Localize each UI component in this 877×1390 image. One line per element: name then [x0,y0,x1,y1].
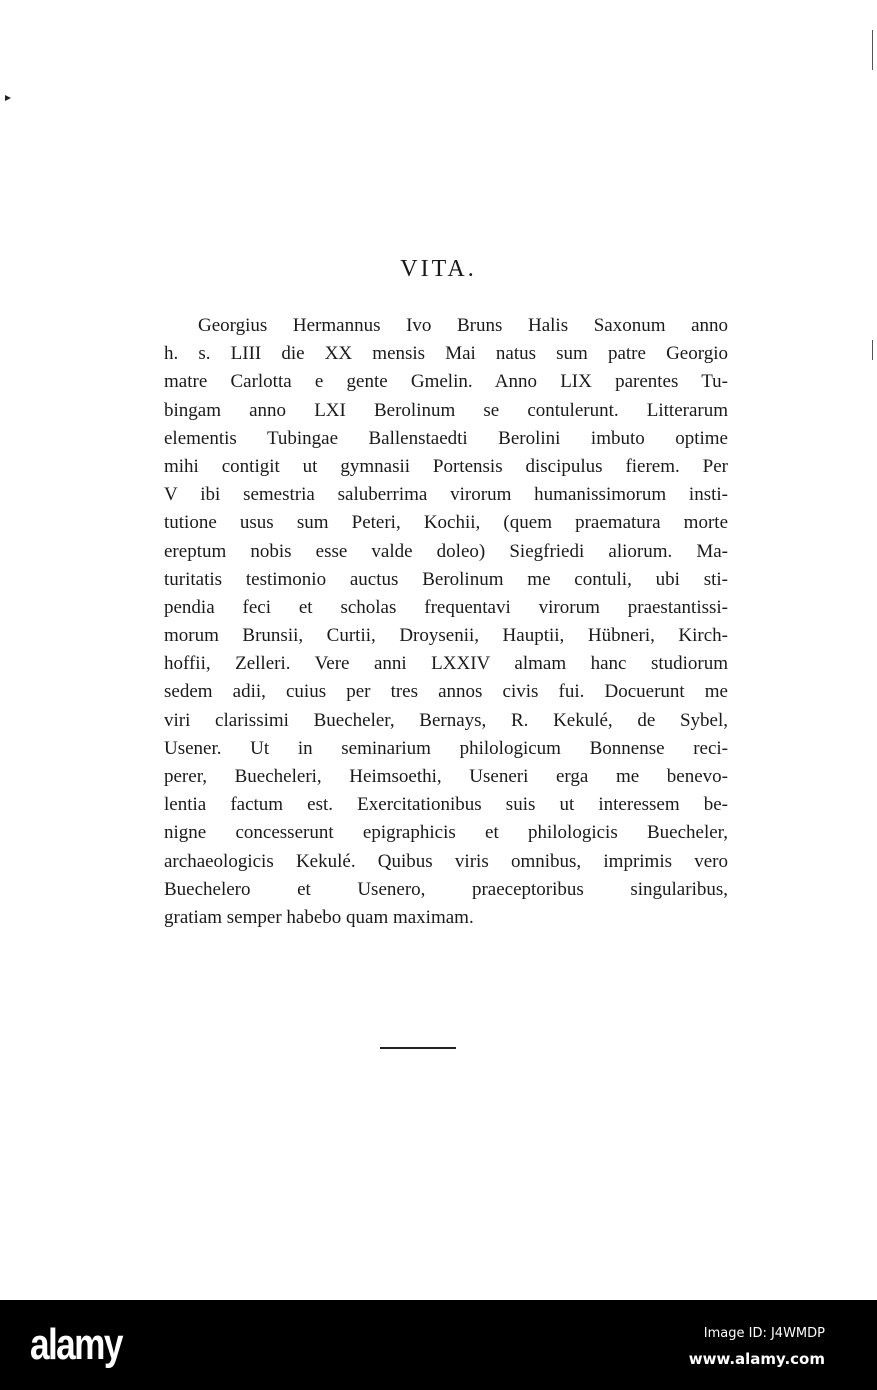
text-line: hoffii, Zelleri. Vere anni LXXIV almam hanc studiorum [164,653,728,675]
text-line: h. s. LIII die XX mensis Mai natus sum patre Georgio [164,343,728,365]
text-line: nigne concesserunt epigraphicis et philologicis Buecheler, [164,822,728,844]
scan-edge-line [872,30,873,70]
text-line: bingam anno LXI Berolinum se contulerunt. Litterarum [164,399,728,421]
watermark-footer [0,1300,877,1390]
page-title: VITA. [400,256,477,282]
text-line: tutione usus sum Peteri, Kochii, (quem praematura morte [164,512,728,534]
text-line: perer, Buecheleri, Heimsoethi, Useneri erga me benevo- [164,766,728,787]
image-id: Image ID: J4WMDP [703,1326,825,1341]
text-line: mihi contigit ut gymnasii Portensis discipulus fierem. Per [164,455,728,477]
margin-arrow-mark [5,95,11,101]
text-line: ereptum nobis esse valde doleo) Siegfriedi aliorum. Ma- [164,540,728,562]
text-line: sedem adii, cuius per tres annos civis fui. Docuerunt me [164,681,728,703]
text-line: archaeologicis Kekulé. Quibus viris omnibus, imprimis vero [164,850,728,872]
text-line: Buechelero et Usenero, praeceptoribus singularibus, [164,878,728,900]
text-line: pendia feci et scholas frequentavi virorum praestantissi- [164,596,728,618]
text-line: viri clarissimi Buecheler, Bernays, R. Kekulé, de Sybel, [164,709,728,731]
site-url: www.alamy.com [688,1350,825,1368]
text-line: lentia factum est. Exercitationibus suis ut interessem be- [164,794,728,816]
text-line: elementis Tubingae Ballenstaedti Berolini imbuto optime [164,427,728,449]
text-line: matre Carlotta e gente Gmelin. Anno LIX parentes Tu- [164,371,728,393]
end-rule [380,1047,456,1049]
alamy-logo: alamy [30,1320,122,1369]
text-line: morum Brunsii, Curtii, Droysenii, Hauptii, Hübneri, Kirch- [164,625,728,647]
text-line: V ibi semestria saluberrima virorum humanissimorum insti- [164,484,728,506]
text-line: Georgius Hermannus Ivo Bruns Halis Saxonum anno [198,315,728,336]
text-line: Usener. Ut in seminarium philologicum Bonnense reci- [164,737,728,759]
text-line: turitatis testimonio auctus Berolinum me contuli, ubi sti- [164,568,728,590]
scan-edge-line [872,340,873,360]
vita-text [164,312,728,932]
text-line: gratiam semper habebo quam maximam. [164,906,474,928]
